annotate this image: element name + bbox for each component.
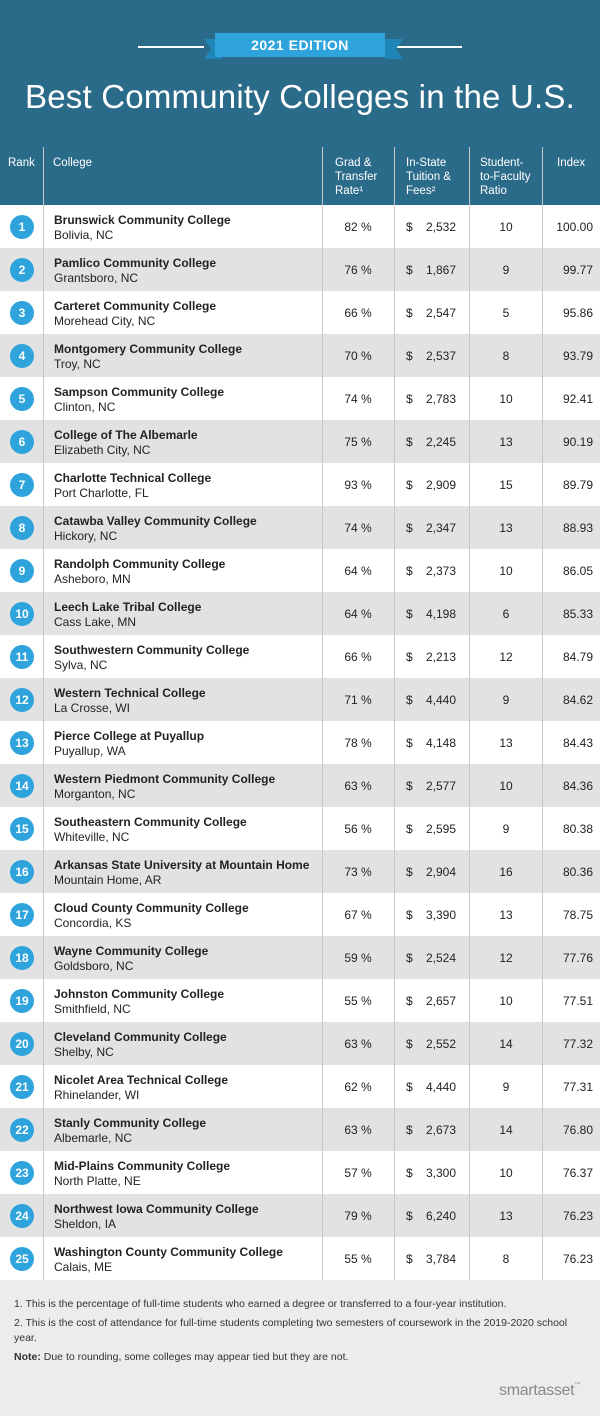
rank-badge: 23 — [10, 1161, 34, 1185]
grad-rate-cell: 64 % — [344, 607, 372, 621]
grad-rate-cell: 57 % — [344, 1166, 372, 1180]
index-cell: 93.79 — [562, 349, 593, 363]
college-location: Clinton, NC — [54, 400, 116, 414]
college-location: Calais, ME — [54, 1260, 113, 1274]
ratio-cell: 10 — [499, 392, 513, 406]
table-row — [0, 463, 600, 506]
rank-badge: 24 — [10, 1204, 34, 1228]
rank-badge: 14 — [10, 774, 34, 798]
tuition-cell: 3,784 — [425, 1252, 456, 1266]
grad-rate-cell: 63 % — [344, 1037, 372, 1051]
ratio-cell: 13 — [499, 736, 513, 750]
tuition-cell: 2,524 — [425, 951, 456, 965]
college-name: Western Piedmont Community College — [54, 772, 276, 786]
header-ratio-line3: Ratio — [480, 185, 507, 197]
title-rule-right — [396, 46, 462, 48]
ratio-cell: 6 — [502, 607, 510, 621]
tuition-cell: 4,148 — [425, 736, 456, 750]
college-name: Southeastern Community College — [54, 815, 247, 829]
rank-badge: 17 — [10, 903, 34, 927]
rank-badge: 15 — [10, 817, 34, 841]
table-row — [0, 506, 600, 549]
footnote-1: 1. This is the percentage of full-time students who earned a degree or transferred to a four-year institution. — [14, 1298, 507, 1310]
college-name: Washington County Community College — [54, 1245, 283, 1259]
ratio-cell: 13 — [499, 435, 513, 449]
grad-rate-cell: 62 % — [344, 1080, 372, 1094]
college-location: Smithfield, NC — [54, 1002, 131, 1016]
tuition-cell: 2,673 — [425, 1123, 456, 1137]
ratio-cell: 10 — [499, 220, 513, 234]
ratio-cell: 9 — [502, 822, 510, 836]
college-location: Port Charlotte, FL — [54, 486, 149, 500]
index-cell: 78.75 — [562, 908, 593, 922]
header-tuition-line3: Fees² — [406, 185, 436, 197]
tuition-cell: 2,595 — [425, 822, 456, 836]
currency-symbol: $ — [406, 951, 413, 965]
grad-rate-cell: 74 % — [344, 392, 372, 406]
college-name: Arkansas State University at Mountain Home — [54, 858, 310, 872]
note-text: Due to rounding, some colleges may appear tied but they are not. — [40, 1351, 349, 1363]
college-location: Cass Lake, MN — [54, 615, 137, 629]
index-cell: 99.77 — [562, 263, 593, 277]
rank-badge: 10 — [10, 602, 34, 626]
rank-badge: 25 — [10, 1247, 34, 1271]
title-rule-left — [138, 46, 204, 48]
footnote-2: 2. This is the cost of attendance for full-time students completing two semesters of coursework in the 2019-2020 school year. — [14, 1317, 568, 1344]
grad-rate-cell: 55 % — [344, 1252, 372, 1266]
college-location: Elizabeth City, NC — [54, 443, 151, 457]
ratio-cell: 12 — [499, 951, 513, 965]
index-cell: 88.93 — [562, 521, 593, 535]
grad-rate-cell: 82 % — [344, 220, 372, 234]
ratio-cell: 12 — [499, 650, 513, 664]
currency-symbol: $ — [406, 564, 413, 578]
table-row — [0, 635, 600, 678]
grad-rate-cell: 63 % — [344, 779, 372, 793]
ratio-cell: 10 — [499, 994, 513, 1008]
tuition-cell: 2,783 — [425, 392, 456, 406]
college-name: Wayne Community College — [54, 944, 209, 958]
index-cell: 100.00 — [556, 220, 593, 234]
note-label: Note: — [14, 1351, 41, 1363]
college-location: Troy, NC — [54, 357, 101, 371]
ratio-cell: 10 — [499, 1166, 513, 1180]
table-row — [0, 1151, 600, 1194]
index-cell: 77.31 — [562, 1080, 593, 1094]
rank-badge: 2 — [10, 258, 34, 282]
currency-symbol: $ — [406, 908, 413, 922]
index-cell: 76.37 — [562, 1166, 593, 1180]
header-tuition — [406, 156, 451, 198]
college-location: Albemarle, NC — [54, 1131, 133, 1145]
currency-symbol: $ — [406, 435, 413, 449]
page-title: Best Community Colleges in the U.S. — [25, 78, 575, 115]
ribbon-tail-right — [385, 39, 403, 59]
tuition-cell: 2,532 — [425, 220, 456, 234]
college-location: Grantsboro, NC — [54, 271, 139, 285]
grad-rate-cell: 64 % — [344, 564, 372, 578]
college-name: Randolph Community College — [54, 557, 226, 571]
header-grad-rate — [335, 156, 377, 198]
table-row — [0, 678, 600, 721]
grad-rate-cell: 55 % — [344, 994, 372, 1008]
index-cell: 77.76 — [562, 951, 593, 965]
currency-symbol: $ — [406, 736, 413, 750]
header-ratio-line2: to-Faculty — [480, 171, 531, 183]
college-name: Pamlico Community College — [54, 256, 217, 270]
college-location: Rhinelander, WI — [54, 1088, 140, 1102]
ratio-cell: 8 — [502, 1252, 510, 1266]
rank-badge: 1 — [10, 215, 34, 239]
college-name: Cloud County Community College — [54, 901, 249, 915]
ratio-cell: 14 — [499, 1123, 513, 1137]
rank-badge: 9 — [10, 559, 34, 583]
tuition-cell: 2,347 — [425, 521, 456, 535]
rank-badge: 6 — [10, 430, 34, 454]
table-row — [0, 1022, 600, 1065]
college-location: Morehead City, NC — [54, 314, 156, 328]
rank-badge: 3 — [10, 301, 34, 325]
currency-symbol: $ — [406, 822, 413, 836]
grad-rate-cell: 79 % — [344, 1209, 372, 1223]
grad-rate-cell: 66 % — [344, 650, 372, 664]
grad-rate-cell: 93 % — [344, 478, 372, 492]
ratio-cell: 9 — [502, 263, 510, 277]
rank-badge: 8 — [10, 516, 34, 540]
table-row — [0, 592, 600, 635]
college-name: Carteret Community College — [54, 299, 217, 313]
grad-rate-cell: 73 % — [344, 865, 372, 879]
college-location: Goldsboro, NC — [54, 959, 134, 973]
header-tuition-line2: Tuition & — [406, 171, 451, 183]
currency-symbol: $ — [406, 392, 413, 406]
college-location: La Crosse, WI — [54, 701, 131, 715]
currency-symbol: $ — [406, 865, 413, 879]
currency-symbol: $ — [406, 607, 413, 621]
grad-rate-cell: 67 % — [344, 908, 372, 922]
tuition-cell: 4,440 — [425, 693, 456, 707]
table-header — [0, 147, 600, 205]
logo-text: smartasset — [499, 1382, 575, 1399]
grad-rate-cell: 56 % — [344, 822, 372, 836]
table-row — [0, 1108, 600, 1151]
currency-symbol: $ — [406, 1123, 413, 1137]
header-ratio — [480, 156, 531, 198]
ratio-cell: 10 — [499, 564, 513, 578]
table-row — [0, 893, 600, 936]
college-name: Brunswick Community College — [54, 213, 231, 227]
grad-rate-cell: 78 % — [344, 736, 372, 750]
college-location: Puyallup, WA — [54, 744, 126, 758]
ratio-cell: 8 — [502, 349, 510, 363]
college-name: Southwestern Community College — [54, 643, 250, 657]
currency-symbol: $ — [406, 1037, 413, 1051]
footnote-note — [14, 1350, 590, 1365]
header-grad-line2: Transfer — [335, 171, 378, 183]
ratio-cell: 9 — [502, 693, 510, 707]
table-row — [0, 850, 600, 893]
edition-label: 2021 EDITION — [251, 37, 349, 53]
college-location: Whiteville, NC — [54, 830, 130, 844]
currency-symbol: $ — [406, 650, 413, 664]
college-name: Sampson Community College — [54, 385, 225, 399]
table-row — [0, 420, 600, 463]
ratio-cell: 13 — [499, 1209, 513, 1223]
grad-rate-cell: 74 % — [344, 521, 372, 535]
column-divider — [394, 147, 395, 1280]
rank-badge: 11 — [10, 645, 34, 669]
header-tuition-line1: In-State — [406, 157, 447, 169]
ratio-cell: 13 — [499, 521, 513, 535]
tuition-cell: 2,909 — [425, 478, 456, 492]
table-body — [0, 205, 600, 1280]
college-name: Stanly Community College — [54, 1116, 207, 1130]
currency-symbol: $ — [406, 1166, 413, 1180]
college-location: Sheldon, IA — [54, 1217, 117, 1231]
footnotes — [14, 1297, 590, 1369]
tuition-cell: 4,198 — [425, 607, 456, 621]
header-banner — [0, 0, 600, 147]
rank-badge: 16 — [10, 860, 34, 884]
index-cell: 84.43 — [562, 736, 593, 750]
college-name: Nicolet Area Technical College — [54, 1073, 229, 1087]
header-college: College — [53, 157, 92, 169]
column-divider — [43, 147, 44, 1280]
table-row — [0, 764, 600, 807]
rank-badge: 21 — [10, 1075, 34, 1099]
table-row — [0, 377, 600, 420]
index-cell: 77.32 — [562, 1037, 593, 1051]
index-cell: 76.23 — [562, 1209, 593, 1223]
column-divider — [542, 147, 543, 1280]
college-name: Pierce College at Puyallup — [54, 729, 205, 743]
college-location: Sylva, NC — [54, 658, 108, 672]
college-location: Bolivia, NC — [54, 228, 114, 242]
college-name: Catawba Valley Community College — [54, 514, 257, 528]
tuition-cell: 2,547 — [425, 306, 456, 320]
table-row — [0, 205, 600, 248]
table-row — [0, 334, 600, 377]
college-location: Concordia, KS — [54, 916, 132, 930]
currency-symbol: $ — [406, 1080, 413, 1094]
table-row — [0, 291, 600, 334]
table-row — [0, 721, 600, 764]
tuition-cell: 1,867 — [425, 263, 456, 277]
currency-symbol: $ — [406, 478, 413, 492]
rank-badge: 4 — [10, 344, 34, 368]
tuition-cell: 6,240 — [425, 1209, 456, 1223]
currency-symbol: $ — [406, 220, 413, 234]
college-location: Hickory, NC — [54, 529, 118, 543]
currency-symbol: $ — [406, 349, 413, 363]
column-divider — [322, 147, 323, 1280]
college-location: Morganton, NC — [54, 787, 136, 801]
rank-badge: 12 — [10, 688, 34, 712]
index-cell: 89.79 — [562, 478, 593, 492]
ratio-cell: 13 — [499, 908, 513, 922]
college-location: North Platte, NE — [54, 1174, 141, 1188]
grad-rate-cell: 63 % — [344, 1123, 372, 1137]
index-cell: 80.38 — [562, 822, 593, 836]
college-name: Charlotte Technical College — [54, 471, 212, 485]
index-cell: 84.62 — [562, 693, 593, 707]
college-location: Shelby, NC — [54, 1045, 114, 1059]
tuition-cell: 2,904 — [425, 865, 456, 879]
table-row — [0, 807, 600, 850]
college-location: Asheboro, MN — [54, 572, 131, 586]
currency-symbol: $ — [406, 1209, 413, 1223]
table-row — [0, 1237, 600, 1280]
rank-badge: 19 — [10, 989, 34, 1013]
college-name: Johnston Community College — [54, 987, 225, 1001]
college-name: Cleveland Community College — [54, 1030, 227, 1044]
grad-rate-cell: 75 % — [344, 435, 372, 449]
tuition-cell: 2,657 — [425, 994, 456, 1008]
index-cell: 84.79 — [562, 650, 593, 664]
tuition-cell: 4,440 — [425, 1080, 456, 1094]
college-name: College of The Albemarle — [54, 428, 198, 442]
tuition-cell: 2,577 — [425, 779, 456, 793]
ratio-cell: 10 — [499, 779, 513, 793]
grad-rate-cell: 59 % — [344, 951, 372, 965]
ratio-cell: 14 — [499, 1037, 513, 1051]
currency-symbol: $ — [406, 306, 413, 320]
logo-trademark: ™ — [574, 1382, 580, 1388]
college-name: Western Technical College — [54, 686, 206, 700]
rank-badge: 20 — [10, 1032, 34, 1056]
tuition-cell: 3,300 — [425, 1166, 456, 1180]
tuition-cell: 2,537 — [425, 349, 456, 363]
index-cell: 77.51 — [562, 994, 593, 1008]
college-name: Mid-Plains Community College — [54, 1159, 231, 1173]
table-row — [0, 549, 600, 592]
currency-symbol: $ — [406, 693, 413, 707]
header-grad-line1: Grad & — [335, 157, 372, 169]
ratio-cell: 16 — [499, 865, 513, 879]
column-divider — [469, 147, 470, 1280]
index-cell: 92.41 — [562, 392, 593, 406]
tuition-cell: 2,373 — [425, 564, 456, 578]
college-name: Leech Lake Tribal College — [54, 600, 202, 614]
currency-symbol: $ — [406, 521, 413, 535]
currency-symbol: $ — [406, 779, 413, 793]
header-index: Index — [557, 157, 586, 169]
index-cell: 95.86 — [562, 306, 593, 320]
currency-symbol: $ — [406, 1252, 413, 1266]
table-row — [0, 936, 600, 979]
index-cell: 86.05 — [562, 564, 593, 578]
rank-badge: 5 — [10, 387, 34, 411]
rank-badge: 18 — [10, 946, 34, 970]
college-name: Northwest Iowa Community College — [54, 1202, 259, 1216]
index-cell: 84.36 — [562, 779, 593, 793]
grad-rate-cell: 76 % — [344, 263, 372, 277]
table-row — [0, 1194, 600, 1237]
index-cell: 76.80 — [562, 1123, 593, 1137]
tuition-cell: 3,390 — [425, 908, 456, 922]
header-rank: Rank — [8, 157, 35, 169]
index-cell: 76.23 — [562, 1252, 593, 1266]
grad-rate-cell: 71 % — [344, 693, 372, 707]
header-grad-line3: Rate¹ — [335, 185, 364, 197]
tuition-cell: 2,245 — [425, 435, 456, 449]
ratio-cell: 15 — [499, 478, 513, 492]
currency-symbol: $ — [406, 263, 413, 277]
tuition-cell: 2,552 — [425, 1037, 456, 1051]
grad-rate-cell: 66 % — [344, 306, 372, 320]
table-row — [0, 979, 600, 1022]
header-ratio-line1: Student- — [480, 157, 524, 169]
college-name: Montgomery Community College — [54, 342, 243, 356]
table-row — [0, 1065, 600, 1108]
currency-symbol: $ — [406, 994, 413, 1008]
rank-badge: 7 — [10, 473, 34, 497]
rank-badge: 13 — [10, 731, 34, 755]
tuition-cell: 2,213 — [425, 650, 456, 664]
ratio-cell: 5 — [502, 306, 510, 320]
ratio-cell: 9 — [502, 1080, 510, 1094]
index-cell: 90.19 — [562, 435, 593, 449]
index-cell: 80.36 — [562, 865, 593, 879]
college-location: Mountain Home, AR — [54, 873, 162, 887]
table-row — [0, 248, 600, 291]
grad-rate-cell: 70 % — [344, 349, 372, 363]
rank-badge: 22 — [10, 1118, 34, 1142]
smartasset-logo — [499, 1382, 580, 1400]
index-cell: 85.33 — [562, 607, 593, 621]
